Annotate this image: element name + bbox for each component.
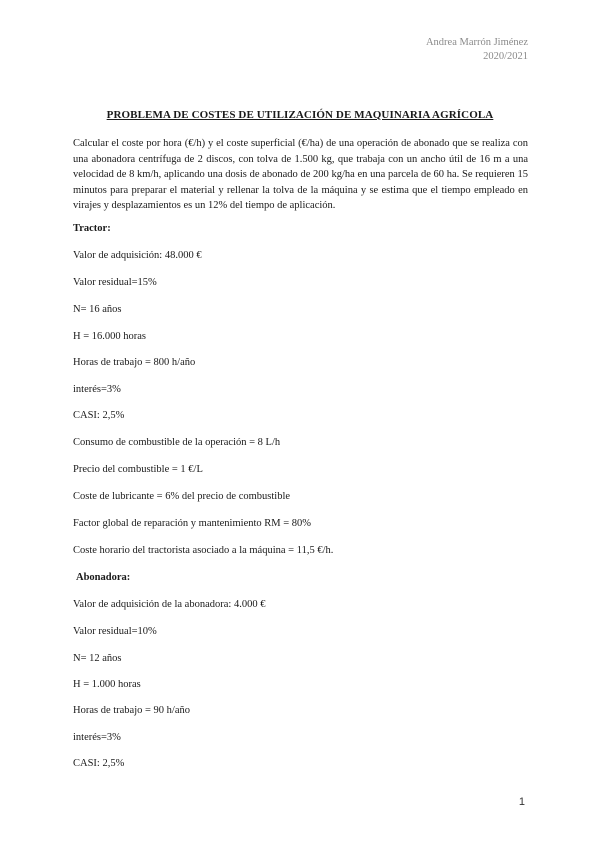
tractor-item: CASI: 2,5% [73, 410, 125, 421]
tractor-item: Consumo de combustible de la operación = 8 L/h [73, 437, 281, 448]
tractor-item: H = 16.000 horas [73, 331, 146, 342]
tractor-item: Horas de trabajo = 800 h/año [73, 357, 196, 368]
abonadora-item: interés=3% [73, 732, 121, 743]
tractor-item: Valor de adquisición: 48.000 € [73, 250, 202, 261]
tractor-heading: Tractor: [73, 223, 111, 234]
abonadora-item: Valor residual=10% [73, 626, 157, 637]
document-title: PROBLEMA DE COSTES DE UTILIZACIÓN DE MAQUINARIA AGRÍCOLA [106, 109, 494, 121]
tractor-item: Precio del combustible = 1 €/L [73, 464, 203, 475]
tractor-item: Coste horario del tractorista asociado a la máquina = 11,5 €/h. [73, 545, 334, 556]
tractor-item: N= 16 años [73, 304, 122, 315]
abonadora-item: Valor de adquisición de la abonadora: 4.000 € [73, 599, 266, 610]
academic-year: 2020/2021 [483, 51, 528, 62]
abonadora-item: CASI: 2,5% [73, 758, 125, 769]
tractor-item: Coste de lubricante = 6% del precio de combustible [73, 491, 291, 502]
abonadora-item: H = 1.000 horas [73, 679, 141, 690]
page-number: 1 [518, 796, 525, 808]
tractor-item: interés=3% [73, 384, 121, 395]
tractor-item: Factor global de reparación y mantenimiento RM = 80% [73, 518, 312, 529]
abonadora-item: N= 12 años [73, 653, 122, 664]
author-name: Andrea Marrón Jiménez [425, 37, 528, 48]
tractor-item: Valor residual=15% [73, 277, 157, 288]
page-header [426, 36, 528, 64]
problem-statement: Calcular el coste por hora (€/h) y el coste superficial (€/ha) de una operación de abonado que se realiza con una abonadora centrífuga de 2 discos, con tolva de 1.500 kg, que trabaja con un ancho útil de 16 m a una velocidad de 8 km/h, aplicando una dosis de abonado de 200 kg/ha en una parcela de 60 ha. Se requieren 15 minutos para preparar el material y rellenar la tolva de la máquina y se estima que el tiempo empleado en virajes y desplazamientos es un 12% del tiempo de aplicación. [73, 138, 528, 211]
abonadora-item: Horas de trabajo = 90 h/año [73, 705, 191, 716]
abonadora-heading: Abonadora: [76, 572, 131, 583]
